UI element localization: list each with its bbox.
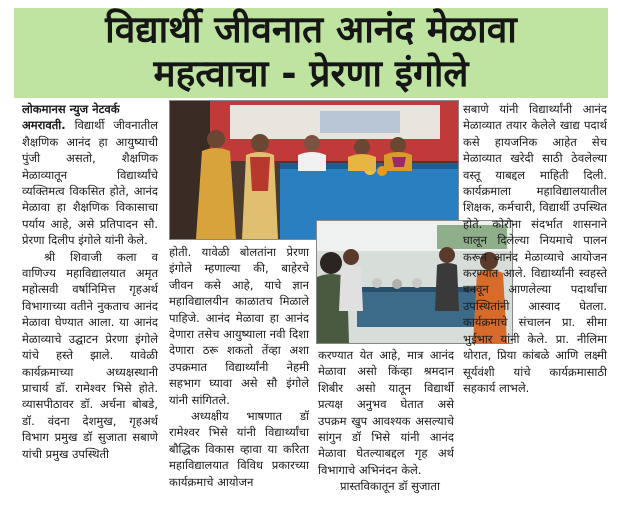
headline-line-1: विद्यार्थी जीवनात आनंद मेळावा: [105, 8, 517, 51]
paragraph: [22, 117, 158, 248]
paragraph: अध्यक्षीय भाषणात डॉ रामेश्वर भिसे यांनी विद्यार्थ्यांचा बौद्धिक विकास व्हावा या करिता महाविद्यालयात विविध प्रकारच्या कार्यक्रमाचे आयोजन: [169, 409, 309, 489]
headline-banner: [14, 8, 608, 98]
paragraph: करण्यात येत आहे, मात्र आनंद मेळावा असो किंव्हा श्रमदान शिबीर असो यातून विद्यार्थी प्रत्यक्ष अनुभव घेतात असे उपक्रम खुप आवश्यक असल्याचे सांगुन डॉ भिसे यांनी आनंद मेळावा घेतल्याबद्दल गृह अर्थ विभागाचे अभिनंदन केले.: [318, 348, 454, 477]
headline-line-2: महत्वाचा - प्रेरणा इंगोले: [153, 52, 469, 95]
byline: लोकमानस न्युज नेटवर्क: [22, 102, 120, 116]
stage-photo-image: [170, 101, 458, 239]
paragraph-text: विद्यार्थी जीवनातील शैक्षणिक आनंद हा आयुष्याची पुंजी असतो, शैक्षणिक मेळाव्यातून विद्यार्थ्यांचे व्यक्तिमत्व विकसित होते, आनंद मेळावा हा शैक्षणिक विकासाचा पर्याय आहे, असे प्रतिपादन सौ. प्रेरणा दिलीप इंगोले यांनी केले.: [22, 118, 158, 248]
dateline: अमरावती.: [22, 118, 66, 133]
stage-photo: [169, 100, 459, 240]
article-column-1: [22, 101, 158, 462]
article-column-4: [463, 101, 607, 396]
paragraph: सबाणे यांनी विद्यार्थ्यांनी आनंद मेळाव्यात तयार केलेले खाद्य पदार्थ कसे हायजनिक आहेत सेच मेळाव्यात खरेदी साठी ठेवलेल्या वस्तू याबद्दल माहिती दिली. कार्यक्रमाला महाविद्यालयातील शिक्षक, कर्मचारी, विद्यार्थी उपस्थित होते. कोरोना संदर्भात शासनाने घालून दिलेल्या नियमाचे पालन करून आनंद मेळाव्याचे आयोजन करण्यात आले. विद्यार्थ्यांनी स्वहस्ते बनवून आणलेल्या पदार्थांचा उपस्थितांनी आस्वाद घेतला. कार्यक्रमाचे संचालन प्रा. सीमा भुईभार यांनी केले. प्रा. नीलिमा थोरात, प्रिया कांबळे आणि लक्ष्मी सूर्यवंशी यांचे कार्यक्रमासाठी सहकार्य लाभले.: [463, 102, 607, 395]
paragraph: होती. यावेळी बोलतांना प्रेरणा इंगोले म्हणाल्या की, बाहेरचे जीवन कसे आहे, याचे ज्ञान महाविद्यालयीन काळातच मिळाले पाहिजे. आनंद मेळावा हा आनंद देणारा तसेच आयुष्याला नवी दिशा देणारा ठरू शकतो तेंव्हा अशा उपक्रमात विद्यार्थ्यांनी नेहमी सहभाग घ्यावा असे सौ इंगोले यांनी सांगितले.: [169, 245, 309, 407]
article-column-3: [318, 347, 454, 495]
paragraph: प्रास्तविकातून डॉ सुजाता: [340, 479, 440, 494]
article-column-2: [169, 244, 309, 490]
paragraph: श्री शिवाजी कला व वाणिज्य महाविद्यालयात अमृत महोत्सवी वर्षानिमित्त गृहअर्थ विभागाच्या वतीने नुकताच आनंद मेळावा घेण्यात आला. या आनंद मेळाव्याचे उद्घाटन प्रेरणा इंगोले यांचे हस्ते झाले. यावेळी कार्यक्रमाच्या अध्यक्षस्थानी प्राचार्य डॉ. रामेश्वर भिसे होते. व्यासपीठावर डॉ. अर्चना बोबडे, डॉ. वंदना देशमुख, गृहअर्थ विभाग प्रमुख डॉ सुजाता सबाणे यांची प्रमुख उपस्थिती: [22, 249, 158, 461]
